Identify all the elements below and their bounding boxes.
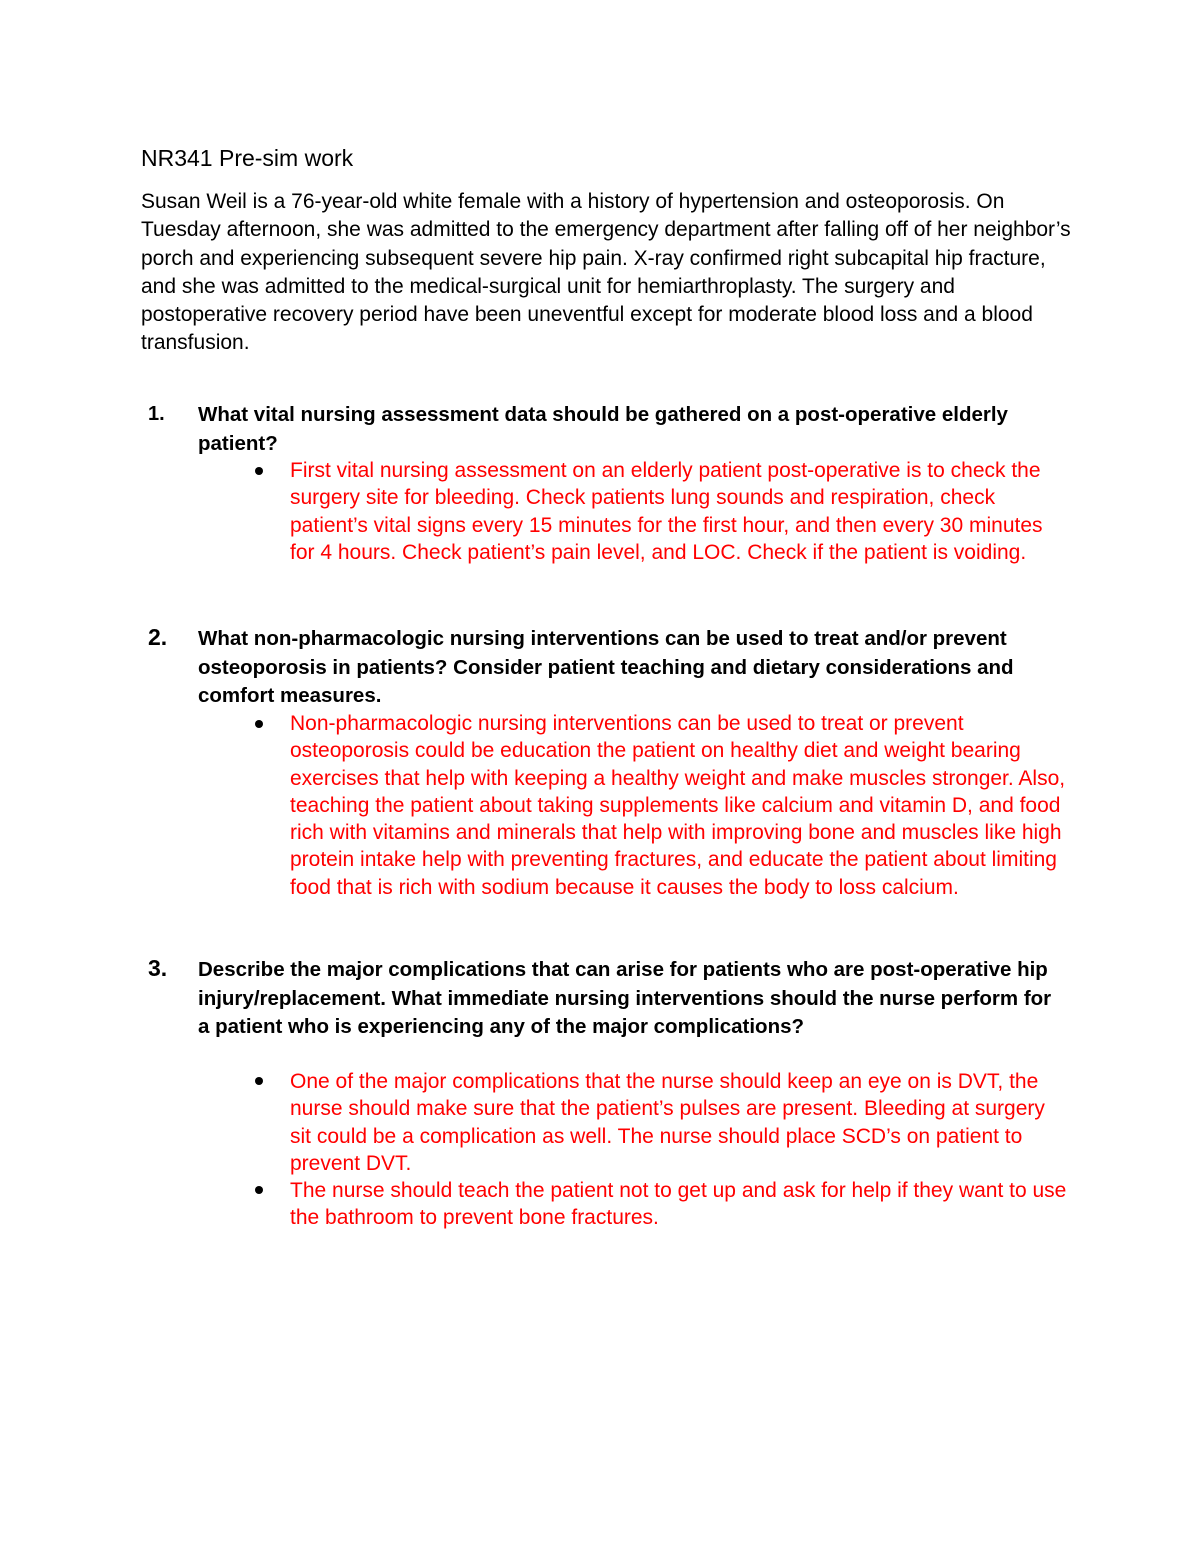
bullet-icon [255, 1186, 263, 1194]
question-2-answer-1: Non-pharmacologic nursing interventions can be used to treat or prevent osteoporosis could be education the patient on healthy diet and weight bearing exercises that help with keeping a healthy weight and make muscles stronger. Also, teaching the patient about taking supplements like calcium and vitamin D, and food rich with vitamins and minerals that help with improving bone and muscles like high protein intake help with preventing fractures, and educate the patient about limiting food that is rich with sodium because it causes the body to loss calcium. [290, 712, 1066, 899]
bullet-icon [255, 720, 263, 728]
question-3-answer-2: The nurse should teach the patient not to get up and ask for help if they want to use the bathroom to prevent bone fractures. [290, 1179, 1067, 1230]
question-3-text: Describe the major complications that can arise for patients who are post-operative hip injury/replacement. What immediate nursing interventions should the nurse perform for a patient who is experiencing any of the major complications? [198, 958, 1052, 1038]
question-3-number: 3. [148, 955, 168, 981]
question-1-number: 1. [148, 403, 165, 425]
question-2-text: What non-pharmacologic nursing interventions can be used to treat and/or prevent osteoporosis in patients? Consider patient teaching and dietary considerations and comfort measures. [198, 627, 1014, 707]
question-1-answer-1: First vital nursing assessment on an elderly patient post-operative is to check the surgery site for bleeding. Check patients lung sounds and respiration, check patient’s vital signs every 15 minutes for the first hour, and then every 30 minutes for 4 hours. Check patient’s pain level, and LOC. Check if the patient is voiding. [290, 459, 1043, 564]
question-1-text: What vital nursing assessment data should be gathered on a post-operative elderly patient? [198, 403, 1008, 455]
case-intro-paragraph: Susan Weil is a 76-year-old white female with a history of hypertension and osteoporosis. On Tuesday afternoon, she was admitted to the emergency department after falling off of her neighbor’s porch and experiencing subsequent severe hip pain. X-ray confirmed right subcapital hip fracture, and she was admitted to the medical-surgical unit for hemiarthroplasty. The surgery and postoperative recovery period have been uneventful except for moderate blood loss and a blood transfusion. [141, 190, 1071, 355]
bullet-icon [255, 467, 263, 475]
document-title: NR341 Pre-sim work [141, 145, 354, 171]
bullet-icon [255, 1077, 263, 1085]
question-2-number: 2. [148, 624, 168, 650]
question-3-answer-1: One of the major complications that the nurse should keep an eye on is DVT, the nurse should make sure that the patient’s pulses are present. Bleeding at surgery sit could be a complication as well. The nurse should place SCD’s on patient to prevent DVT. [290, 1070, 1045, 1175]
